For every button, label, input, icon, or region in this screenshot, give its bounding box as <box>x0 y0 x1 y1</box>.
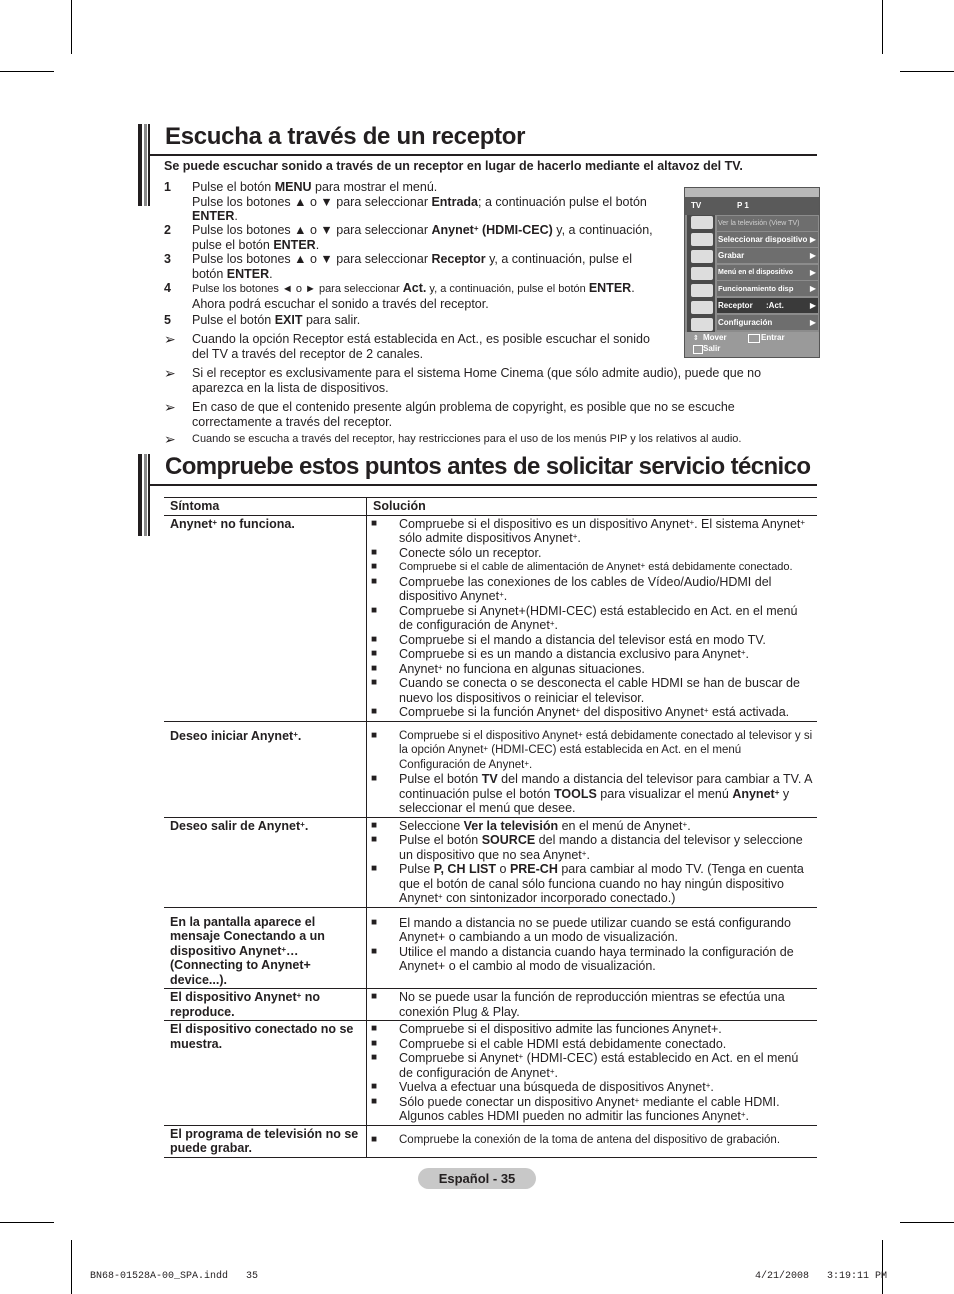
solution-item: ■ Utilice el mando a distancia cuando haya terminado la configuración de Anynet+ o el cambio al modo de visualización. <box>371 945 813 974</box>
view-tv-icon <box>691 216 713 229</box>
device-operation-icon <box>691 284 713 297</box>
crop-mark <box>900 1222 954 1223</box>
osd-header-source: TV <box>691 201 702 210</box>
symptom-cell: El programa de televisión no se puede grabar. <box>164 1125 367 1157</box>
osd-footer: ⇕ Mover Entrar Salir <box>685 332 819 357</box>
note: ➢ Si el receptor es exclusivamente para el sistema Home Cinema (que sólo admite audio), puede que no aparezca en la lista de dispositivos. <box>164 365 762 395</box>
solution-item: ■ Compruebe si el cable de alimentación de Anynet+ está debidamente conectado. <box>371 560 813 575</box>
crop-mark <box>882 1240 883 1294</box>
arrow-right-icon: ▶ <box>809 235 816 244</box>
column-header-solution: Solución <box>367 498 818 516</box>
print-slug-date: 4/21/2008 3:19:11 PM <box>755 1271 888 1282</box>
step-5: 5 Pulse el botón EXIT para salir. <box>164 313 361 327</box>
crop-mark <box>0 1222 54 1223</box>
solution-cell <box>367 721 818 817</box>
arrow-right-icon: ▶ <box>809 268 816 277</box>
solution-item: ■ Compruebe la conexión de la toma de antena del dispositivo de grabación. <box>371 1133 813 1148</box>
osd-item-select-device[interactable]: Seleccionar dispositivo ▶ <box>717 232 818 247</box>
solution-item: ■ Sólo puede conectar un dispositivo Anynet+ mediante el cable HDMI. Algunos cables HDMI pueden no admitir las funciones Anynet+. <box>371 1095 813 1124</box>
solution-item: ■ Pulse P, CH LIST o PRE-CH para cambiar al modo TV. (Tenga en cuenta que el botón de canal sólo funciona cuando no hay ningún dispositivo Anynet+ con sintonizador incorporado conectado.) <box>371 862 813 906</box>
symptom-cell: Deseo iniciar Anynet+. <box>164 721 367 817</box>
arrow-right-icon: ▶ <box>809 301 816 310</box>
solution-item: ■ El mando a distancia no se puede utilizar cuando se está configurando Anynet+ o cambiando a un modo de visualización. <box>371 916 813 945</box>
crop-mark <box>900 71 954 72</box>
solution-item: ■ Pulse el botón TV del mando a distancia del televisor para cambiar a TV. A continuación pulse el botón TOOLS para visualizar el menú Anynet+ y seleccionar el menú que desee. <box>371 772 813 816</box>
title-rule <box>150 484 817 486</box>
osd-item-device-menu[interactable]: Menú en el dispositivo ▶ <box>717 265 818 280</box>
solution-cell <box>367 989 818 1021</box>
move-icon: ⇕ <box>693 335 699 342</box>
crop-mark <box>0 71 54 72</box>
crop-mark <box>71 1240 72 1294</box>
arrow-right-icon: ▶ <box>809 251 816 260</box>
symptom-cell: Deseo salir de Anynet+. <box>164 817 367 907</box>
section-marker-bar <box>148 454 150 536</box>
settings-icon <box>691 318 713 331</box>
section-marker-bar <box>138 124 142 206</box>
note-arrow-icon: ➢ <box>164 331 176 347</box>
solution-cell <box>367 1125 818 1157</box>
note: ➢ Cuando la opción Receptor está establecida en Act., es posible escuchar el sonido del TV a través del receptor de 2 canales. <box>164 331 650 361</box>
note-arrow-icon: ➢ <box>164 399 176 415</box>
solution-cell <box>367 907 818 989</box>
intro-text: Se puede escuchar sonido a través de un receptor en lugar de hacerlo mediante el altavoz del TV. <box>164 159 743 173</box>
receiver-icon <box>691 301 713 314</box>
solution-item: ■ Seleccione Ver la televisión en el menú de Anynet+. <box>371 819 813 834</box>
solution-item: ■ Compruebe si el dispositivo admite las funciones Anynet+. <box>371 1022 813 1037</box>
title-rule <box>150 154 817 156</box>
solution-item: ■ Pulse el botón SOURCE del mando a distancia del televisor y seleccione un dispositivo que no sea Anynet+. <box>371 833 813 862</box>
crop-mark <box>882 0 883 54</box>
table-row <box>164 817 817 907</box>
device-menu-icon <box>691 267 713 280</box>
table-row <box>164 1125 817 1157</box>
note-arrow-icon: ➢ <box>164 431 176 447</box>
solution-cell <box>367 515 818 721</box>
solution-item: ■ Compruebe si el dispositivo es un dispositivo Anynet+. El sistema Anynet+ sólo admite dispositivos Anynet+. <box>371 517 813 546</box>
solution-item: ■ Compruebe si el mando a distancia del televisor está en modo TV. <box>371 633 813 648</box>
note: ➢ Cuando se escucha a través del receptor, hay restricciones para el uso de los menús PIP y los relativos al audio. <box>164 431 742 447</box>
section-title: Escucha a través de un receptor <box>165 123 526 150</box>
record-icon <box>691 250 713 263</box>
osd-item-receiver[interactable]: Receptor :Act. ▶ <box>717 298 818 313</box>
solution-item: ■ Compruebe si Anynet+ (HDMI-CEC) está establecido en Act. en el menú de configuración de Anynet+. <box>371 1051 813 1080</box>
section-marker-bar <box>144 454 147 536</box>
osd-item-settings[interactable]: Configuración ▶ <box>717 315 818 330</box>
crop-mark <box>71 0 72 54</box>
osd-menu-screenshot <box>684 187 820 358</box>
table-row <box>164 515 817 721</box>
arrow-right-icon: ▶ <box>809 318 816 327</box>
exit-icon <box>693 345 703 354</box>
solution-item: ■ Anynet+ no funciona en algunas situaciones. <box>371 662 813 677</box>
step-4: 4 Pulse los botones ◄ o ► para seleccionar Act. y, a continuación, pulse el botón ENTER. Ahora podrá escuchar el sonido a través del receptor. <box>164 281 635 311</box>
device-select-icon <box>691 233 713 246</box>
symptom-cell: El dispositivo Anynet+ no reproduce. <box>164 989 367 1021</box>
solution-cell <box>367 1021 818 1126</box>
enter-icon <box>748 334 760 343</box>
section-marker-bar <box>144 124 147 206</box>
table-row <box>164 1021 817 1126</box>
step-3: 3 Pulse los botones ▲ o ▼ para seleccionar Receptor y, a continuación, pulse el botón ENTER. <box>164 252 633 281</box>
solution-item: ■ Compruebe si el dispositivo Anynet+ está debidamente conectado al televisor y si la opción Anynet+ (HDMI-CEC) está establecida en Act. en el menú Configuración de Anynet+. <box>371 729 813 773</box>
osd-item-view-tv[interactable]: Ver la televisión (View TV) <box>717 216 818 231</box>
section-marker-bar <box>138 454 142 536</box>
note-arrow-icon: ➢ <box>164 365 176 381</box>
note: ➢ En caso de que el contenido presente algún problema de copyright, es posible que no se escuche correctamente a través del receptor. <box>164 399 735 429</box>
solution-item: ■ Cuando se conecta o se desconecta el cable HDMI se han de buscar de nuevo los dispositivos o reiniciar el televisor. <box>371 676 813 705</box>
table-row <box>164 989 817 1021</box>
osd-item-record[interactable]: Grabar ▶ <box>717 248 818 263</box>
symptom-cell: El dispositivo conectado no se muestra. <box>164 1021 367 1126</box>
step-1: 1 Pulse el botón MENU para mostrar el menú. Pulse los botones ▲ o ▼ para seleccionar Entrada; a continuación pulse el botón ENTER. <box>164 180 647 223</box>
troubleshooting-table <box>164 497 817 1158</box>
solution-item: ■ No se puede usar la función de reproducción mientras se efectúa una conexión Plug & Play. <box>371 990 813 1019</box>
print-slug-file: BN68-01528A-00_SPA.indd 35 <box>90 1271 259 1282</box>
osd-header-channel: P 1 <box>737 201 749 210</box>
solution-item: ■ Compruebe si es un mando a distancia exclusivo para Anynet+. <box>371 647 813 662</box>
solution-cell <box>367 817 818 907</box>
table-row <box>164 907 817 989</box>
solution-item: ■ Conecte sólo un receptor. <box>371 546 813 561</box>
table-row <box>164 721 817 817</box>
section-title: Compruebe estos puntos antes de solicitar servicio técnico <box>165 453 811 480</box>
step-2: 2 Pulse los botones ▲ o ▼ para seleccionar Anynet+ (HDMI-CEC) y, a continuación, pulse el botón ENTER. <box>164 223 653 252</box>
column-header-symptom: Síntoma <box>164 498 367 516</box>
osd-item-device-operation[interactable]: Funcionamiento disp ▶ <box>717 281 818 296</box>
solution-item: ■ Compruebe las conexiones de los cables de Vídeo/Audio/HDMI del dispositivo Anynet+. <box>371 575 813 604</box>
arrow-right-icon: ▶ <box>809 284 816 293</box>
symptom-cell: En la pantalla aparece el mensaje Conectando a un dispositivo Anynet+… (Connecting to Anynet+ device...). <box>164 907 367 989</box>
solution-item: ■ Compruebe si la función Anynet+ del dispositivo Anynet+ está activada. <box>371 705 813 720</box>
symptom-cell: Anynet+ no funciona. <box>164 515 367 721</box>
section-marker-bar <box>148 124 150 206</box>
solution-item: ■ Compruebe si Anynet+(HDMI-CEC) está establecido en Act. en el menú de configuración de Anynet+. <box>371 604 813 633</box>
solution-item: ■ Vuelva a efectuar una búsqueda de dispositivos Anynet+. <box>371 1080 813 1095</box>
page-number-badge: Español - 35 <box>418 1168 536 1189</box>
solution-item: ■ Compruebe si el cable HDMI está debidamente conectado. <box>371 1037 813 1052</box>
